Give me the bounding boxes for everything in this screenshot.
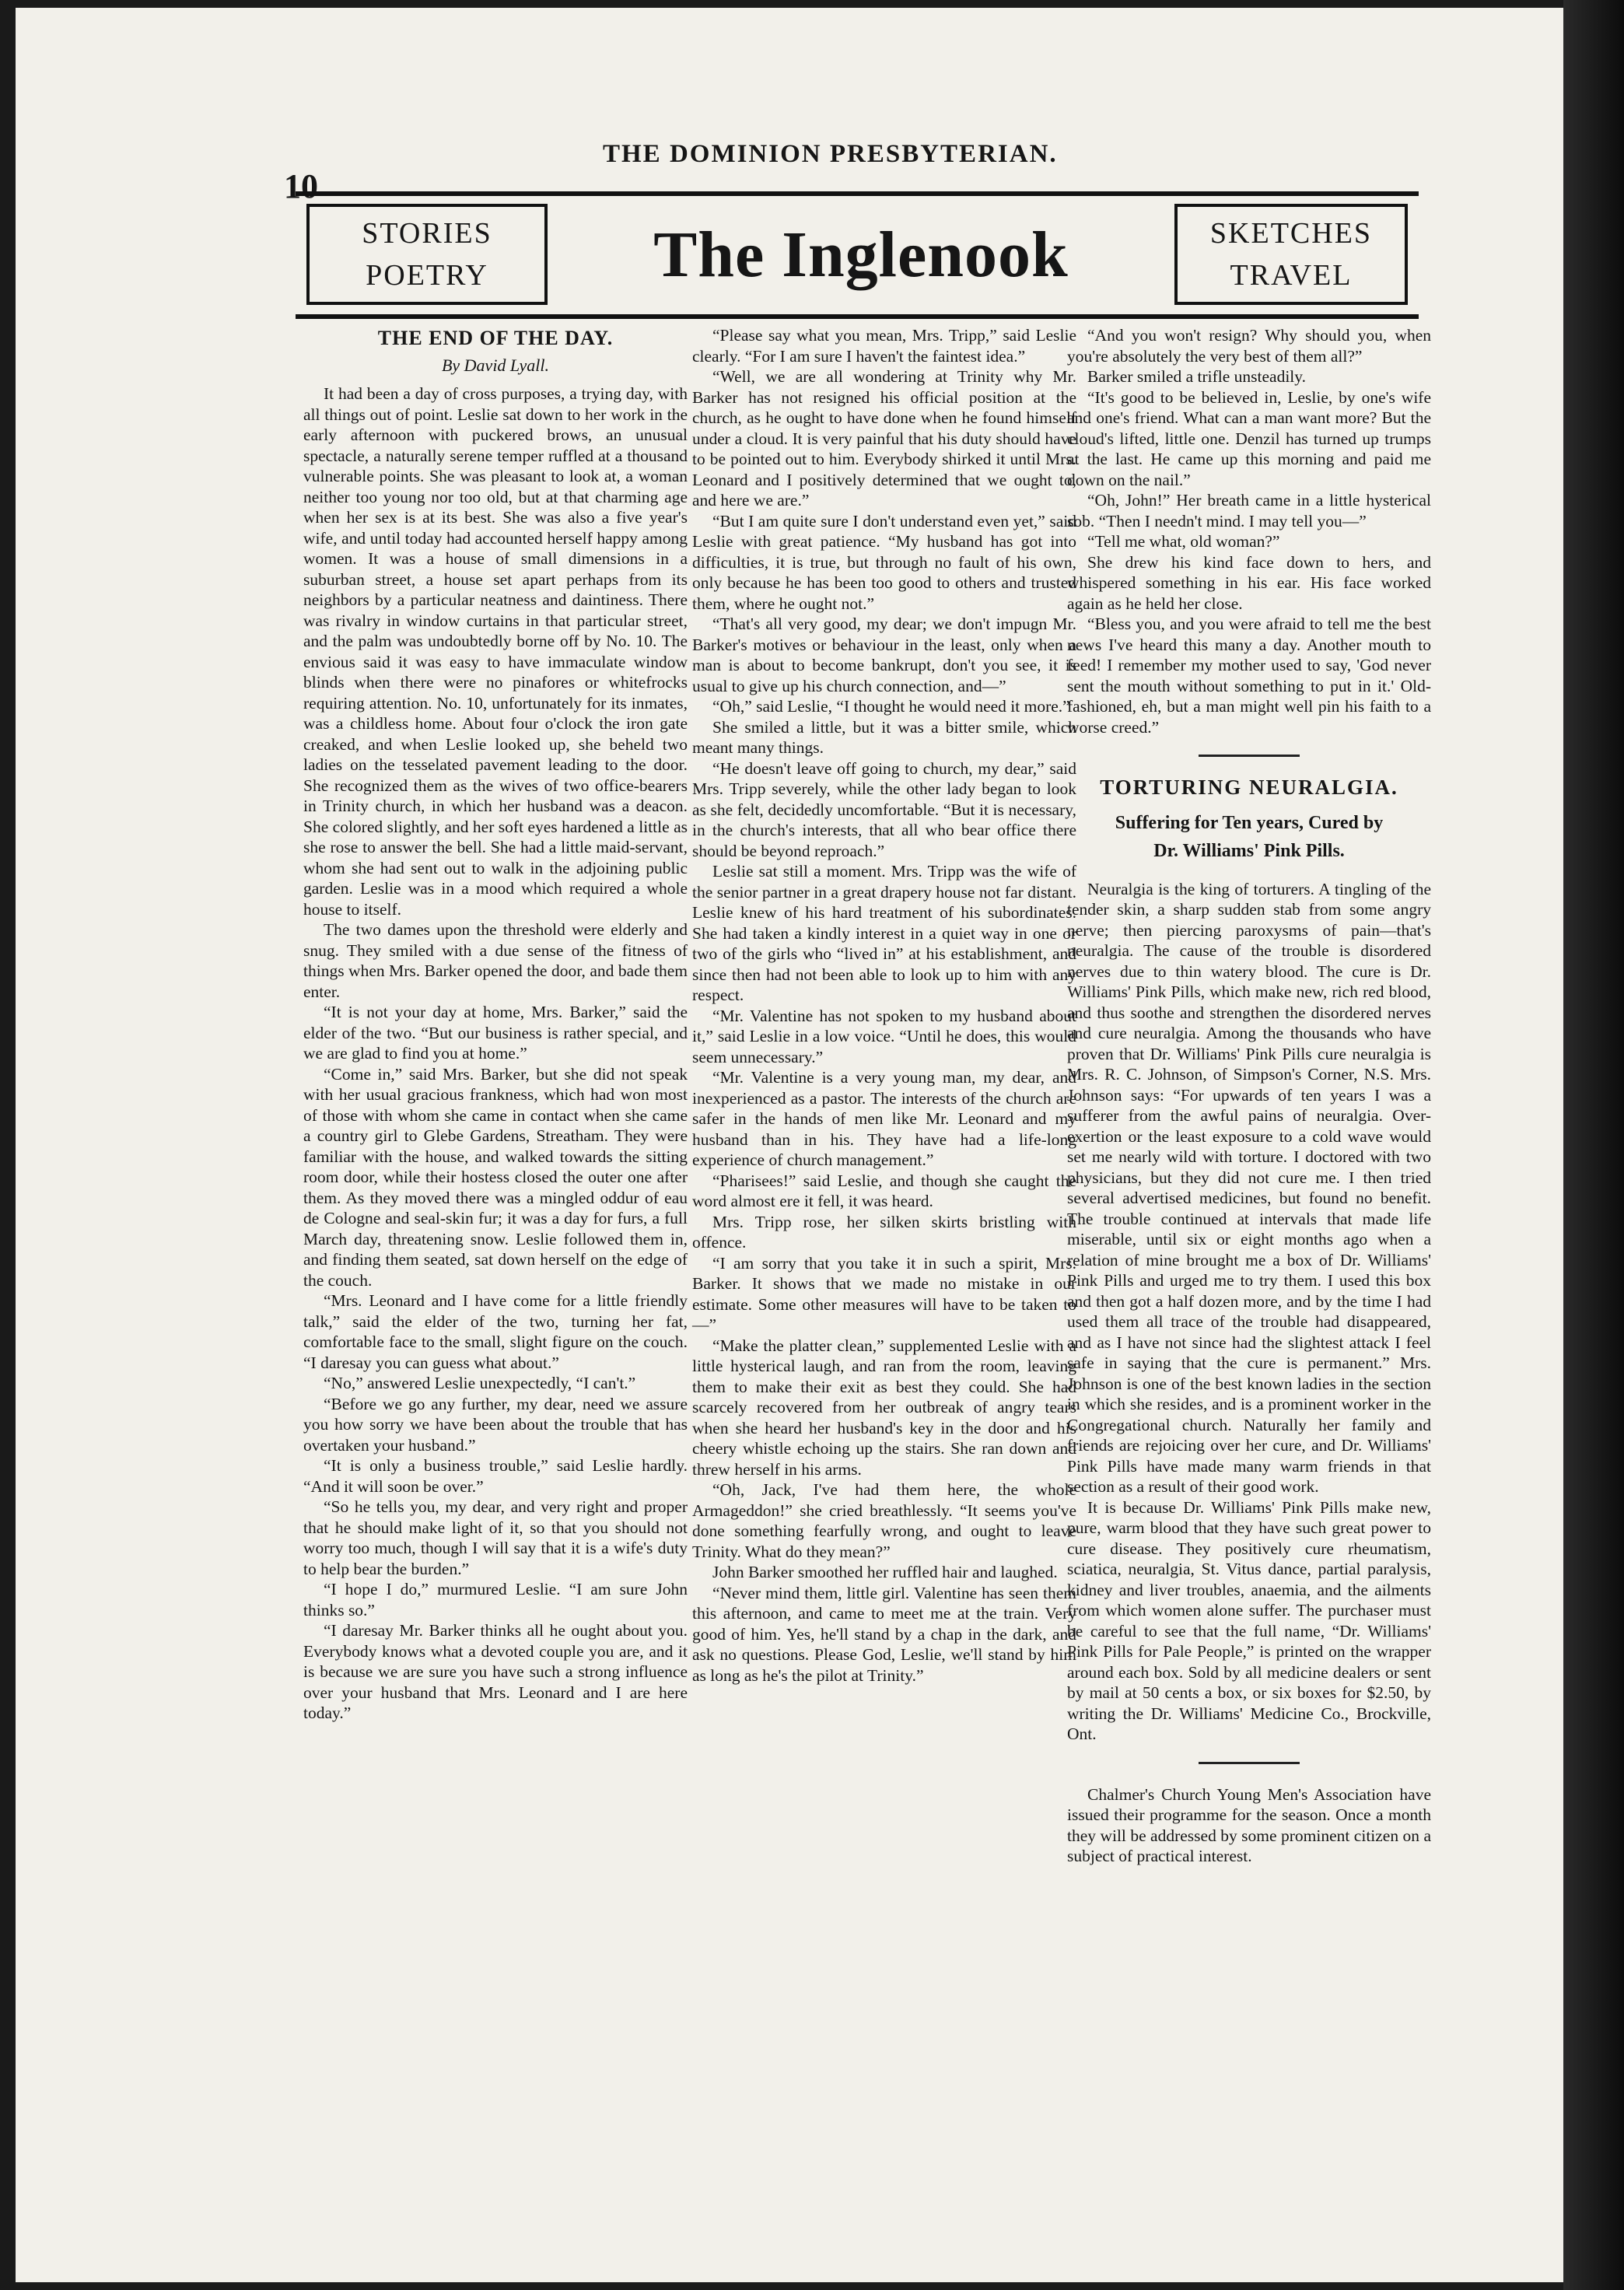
story-paragraph: “Tell me what, old woman?”: [1087, 532, 1280, 551]
story-paragraph: “No,” answered Leslie unexpectedly, “I can't.”: [324, 1374, 636, 1392]
story-paragraph: “Well, we are all wondering at Trinity why Mr. Barker has not resigned his official position at the church, as he ought to have done when he found himself under a cloud. It is very painful that his duty should have to be pointed out to him. Everybody shirked it until Mrs. Leonard and I positively determined that we ought to, and here we are.”: [692, 367, 1076, 509]
neuralgia-subtitle: [1067, 809, 1431, 865]
story-paragraph: “Come in,” said Mrs. Barker, but she did not speak with her usual gracious frankness, which had won most of those with whom she came in contact when she came a country girl to Glebe Gardens, Streatham. They were familiar with the house, and walked towards the sitting room door, while their hostess closed the outer one after them. As they moved there was a mingled oddur of eau de Cologne and seal-skin fur; it was a day for furs, a full March day, threatening snow. Leslie followed them in, and finding them seated, sat down herself on the edge of the couch.: [303, 1064, 688, 1290]
banner-left-line2: POETRY: [366, 259, 488, 292]
story-paragraph: “Before we go any further, my dear, need we assure you how sorry we have been about the trouble that has overtaken your husband.”: [303, 1394, 688, 1455]
section-banner: [296, 191, 1419, 319]
section-divider: [1199, 1762, 1300, 1764]
story-paragraph: “I daresay Mr. Barker thinks all he ought about you. Everybody knows what a devoted couple you are, and it is because we are sure you have such a strong influence over your husband that Mrs. Leonard and I are here today.”: [303, 1621, 688, 1722]
story-paragraph: “Make the platter clean,” supplemented Leslie with a little hysterical laugh, and ran from the room, leaving them to make their exit as best they could. She had scarcely recovered from her outbreak of angry tears when she heard her husband's key in the door and his cheery whistle echoing up the stairs. She ran down and threw herself in his arms.: [692, 1336, 1076, 1479]
story-paragraph: “It's good to be believed in, Leslie, by one's wife and one's friend. What can a man want more? But the cloud's lifted, little one. Denzil has turned up trumps at the last. He came up this morning and paid me down on the nail.”: [1067, 387, 1431, 489]
story-paragraph: Mrs. Tripp rose, her silken skirts bristling with offence.: [692, 1212, 1076, 1252]
story-paragraph: “Pharisees!” said Leslie, and though she caught the word almost ere it fell, it was heard.: [692, 1171, 1076, 1210]
story-paragraph: She drew his kind face down to hers, and whispered something in his ear. His face worked again as he held her close.: [1067, 552, 1431, 613]
story-paragraph: “I am sorry that you take it in such a spirit, Mrs. Barker. It shows that we made no mistake in our estimate. Some other measures will have to be taken to—”: [692, 1253, 1076, 1334]
banner-right-line2: TRAVEL: [1230, 259, 1353, 292]
story-paragraph: “Bless you, and you were afraid to tell me the best news I've heard this many a day. Another mouth to feed! I remember my mother used to say, 'God never sent the mouth without something to put in it.' Old-fashioned, eh, but a man might well pin his faith to a worse creed.”: [1067, 615, 1431, 737]
banner-right-box: [1174, 204, 1408, 305]
page-number: 10: [284, 167, 318, 205]
neuralgia-subtitle-line1: Suffering for Ten years, Cured by: [1115, 812, 1384, 833]
story-paragraph: The two dames upon the threshold were elderly and snug. They smiled with a due sense of the fitness of things when Mrs. Barker opened the door, and bade them enter.: [303, 920, 688, 1001]
newspaper-page: [16, 8, 1596, 2282]
banner-left-line1: STORIES: [362, 217, 492, 250]
story-paragraph: It had been a day of cross purposes, a trying day, with all things out of point. Leslie sat down to her work in the early afternoon with puckered brows, an unusual spectacle, a naturally serene temper ruffled at a thousand vulnerable points. She was pleasant to look at, a woman neither too young nor too old, but at that charming age when her sex is at its best. She was also a five year's wife, and until today had accounted herself happy among women. It was a house of small dimensions in a suburban street, a house set apart perhaps from its neighbors by a particular neatness and daintiness. There was rivalry in window curtains in that particular street, and the palm was undoubtedly borne off by No. 10. The envious said it was easy to have immaculate window blinds when there were no pinafores or whitefrocks requiring attention. No. 10, unfortunately for its inmates, was a childless home. About four o'clock the iron gate creaked, and when Leslie looked up, she beheld two ladies on the tesselated pavement leading to the door. She recognized them as the wives of two office-bearers in Trinity church, in which her husband was a deacon. She colored slightly, and her soft eyes hardened a little as she rose to answer the bell. She had a little maid-servant, whom she had sent out to walk in the adjoining public garden. Leslie was in a mood which required a whole house to itself.: [303, 384, 688, 919]
scan-dark-edge: [1563, 0, 1624, 2290]
column-2: [692, 325, 1076, 1686]
section-title: The Inglenook: [653, 218, 1069, 291]
column-1: [303, 325, 688, 1724]
story-paragraph: “Oh, John!” Her breath came in a little hysterical sob. “Then I needn't mind. I may tell you—”: [1067, 491, 1431, 530]
running-head: [16, 140, 1596, 205]
story-paragraph: “He doesn't leave off going to church, my dear,” said Mrs. Tripp severely, while the other lady began to look as she felt, decidedly uncomfortable. “But it is necessary, in the church's interests, that all who bear office there should be beyond reproach.”: [692, 758, 1076, 860]
story-paragraph: “It is only a business trouble,” said Leslie hardly. “And it will soon be over.”: [303, 1456, 688, 1496]
neuralgia-paragraph: It is because Dr. Williams' Pink Pills make new, pure, warm blood that they have such great power to cure disease. They positively cure rheumatism, sciatica, neuralgia, St. Vitus dance, partial paralysis, kidney and liver troubles, anaemia, and the ailments from which women alone suffer. The purchaser must be careful to see that the full name, “Dr. Williams' Pink Pills for Pale People,” is printed on the wrapper around each box. Sold by all medicine dealers or sent by mail at 50 cents a box, or six boxes for $2.50, by writing the Dr. Williams' Medicine Co., Brockville, Ont.: [1067, 1497, 1431, 1743]
story-paragraph: “I hope I do,” murmured Leslie. “I am sure John thinks so.”: [303, 1580, 688, 1619]
story-paragraph: “And you won't resign? Why should you, when you're absolutely the very best of them all?”: [1067, 326, 1431, 366]
banner-right-line1: SKETCHES: [1209, 217, 1373, 250]
column-3: [1067, 325, 1431, 1867]
story-paragraph: “Oh, Jack, I've had them here, the whole Armageddon!” she cried breathlessly. “It seems you've done something fearfully wrong, and ought to leave Trinity. What do they mean?”: [692, 1480, 1076, 1561]
story-paragraph: Barker smiled a trifle unsteadily.: [1087, 367, 1307, 386]
story-byline: By David Lyall.: [441, 355, 550, 375]
story-paragraph: “That's all very good, my dear; we don't impugn Mr. Barker's motives or behaviour in the least, only when a man is about to become bankrupt, don't you see, it is usual to give up his church connection, and—”: [692, 615, 1076, 695]
story-paragraph: John Barker smoothed her ruffled hair and laughed.: [712, 1563, 1058, 1581]
story-paragraph: “But I am quite sure I don't understand even yet,” said Leslie with great patience. “My husband has got into difficulties, it is true, but through no fault of his own, only because he has been too good to others and trusted them, where he ought not.”: [692, 511, 1076, 613]
story-paragraph: “Please say what you mean, Mrs. Tripp,” said Leslie clearly. “For I am sure I haven't the faintest idea.”: [692, 326, 1076, 366]
story-paragraph: “Mrs. Leonard and I have come for a little friendly talk,” said the elder of the two, turning her fat, comfortable face to the small, slight figure on the couch. “I daresay you can guess what about.”: [303, 1291, 688, 1372]
story-paragraph: “Mr. Valentine has not spoken to my husband about it,” said Leslie in a low voice. “Until he does, this would seem unnecessary.”: [692, 1006, 1076, 1066]
story-paragraph: “So he tells you, my dear, and very right and proper that he should make light of it, so that you should not worry too much, though I will say that it is a wife's duty to help bear the burden.”: [303, 1497, 688, 1578]
story-paragraph: She smiled a little, but it was a bitter smile, which meant many things.: [692, 717, 1076, 757]
paper-title: THE DOMINION PRESBYTERIAN.: [603, 140, 1058, 168]
neuralgia-paragraph: Neuralgia is the king of torturers. A tingling of the tender skin, a sharp sudden stab from some angry nerve; then piercing paroxysms of pain—that's neuralgia. The cause of the trouble is disordered nerves due to thin watery blood. The cure is Dr. Williams' Pink Pills, which make new, rich red blood, and thus soothe and strengthen the disordered nerves and cure neuralgia. Among the thousands who have proven that Dr. Williams' Pink Pills cure neuralgia is Mrs. R. C. Johnson, of Simpson's Corner, N.S. Mrs. Johnson says: “For upwards of ten years I was a sufferer from the awful pains of neuralgia. Over-exertion or the least exposure to a cold wave would set me nearly wild with torture. I doctored with two physicians, but they did not cure me. I then tried several advertised medicines, but found no benefit. The trouble continued at intervals that made life miserable, until six or eight months ago when a relation of mine brought me a box of Dr. Williams' Pink Pills and urged me to try them. I used this box and then got a half dozen more, and by the time I had used them all trace of the trouble had disappeared, and as I have not since had the slightest attack I feel safe in saying that the cure is permanent.” Mrs. Johnson is one of the best known ladies in the section in which she resides, and is a prominent worker in the Congregational church. Naturally her family and friends are rejoicing over her cure, and Dr. Williams' Pink Pills have made many warm friends in that section as a result of their good work.: [1067, 879, 1431, 1496]
notice-paragraph: Chalmer's Church Young Men's Association have issued their programme for the season. Once a month they will be addressed by some prominent citizen on a subject of practical interest.: [1067, 1784, 1431, 1865]
story-paragraph: “Never mind them, little girl. Valentine has seen them this afternoon, and came to meet me at the train. Very good of him. Yes, he'll stand by a chap in the dark, and ask no questions. Please God, Leslie, we'll stand by him as long as he's the pilot at Trinity.”: [692, 1583, 1076, 1685]
story-paragraph: “Mr. Valentine is a very young man, my dear, and inexperienced as a pastor. The interests of the church are safer in the hands of men like Mr. Leonard and my husband than in his. They have had a life-long experience of church management.”: [692, 1068, 1076, 1169]
neuralgia-subtitle-line2: Dr. Williams' Pink Pills.: [1153, 840, 1345, 861]
banner-left-box: [306, 204, 548, 305]
story-paragraph: “Oh,” said Leslie, “I thought he would need it more.”: [712, 697, 1070, 716]
story-title: THE END OF THE DAY.: [377, 327, 614, 349]
neuralgia-title: TORTURING NEURALGIA.: [1100, 776, 1398, 799]
story-paragraph: “It is not your day at home, Mrs. Barker,” said the elder of the two. “But our business is rather special, and we are glad to find you at home.”: [303, 1003, 688, 1063]
section-divider: [1199, 755, 1300, 757]
story-paragraph: Leslie sat still a moment. Mrs. Tripp was the wife of the senior partner in a great drapery house not far distant. Leslie knew of his hard treatment of his subordinates. She had taken a kindly interest in a quiet way in one or two of the girls who “lived in” at his establishment, and since then had not been able to look up to him with any respect.: [692, 862, 1076, 1004]
